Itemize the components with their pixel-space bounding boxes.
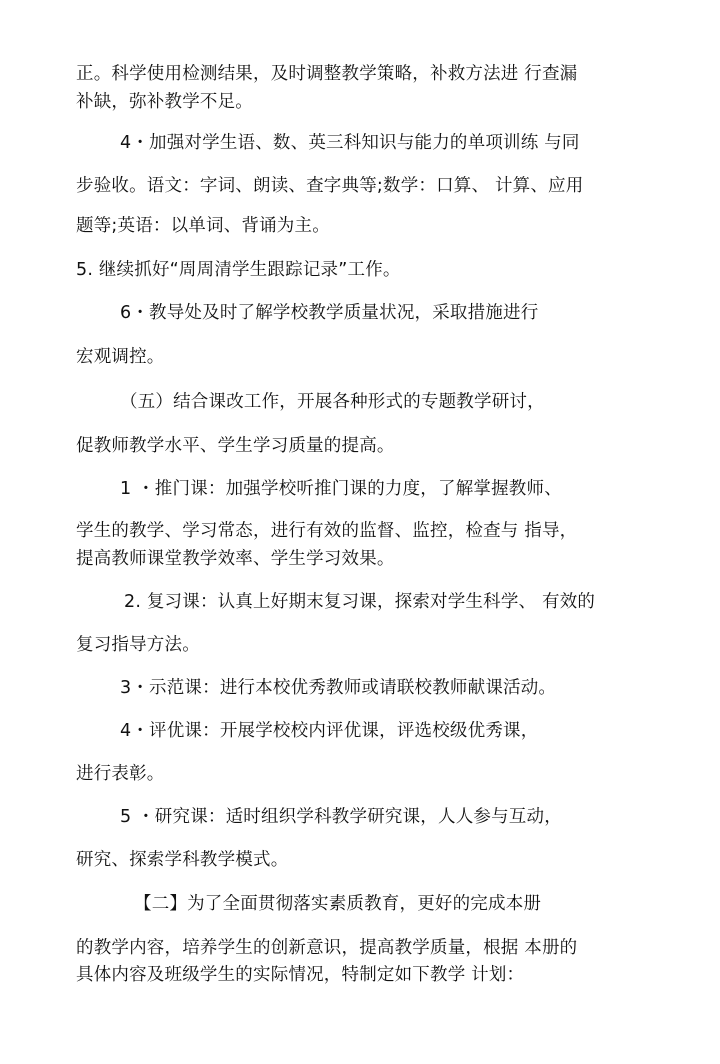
text-line: 具体内容及班级学生的实际情况，特制定如下教学 计划：	[76, 965, 525, 985]
text-line: 提高教师课堂教学效率、学生学习效果。	[76, 549, 395, 569]
text-line: 促教师教学水平、学生学习质量的提高。	[76, 436, 395, 456]
text-line: 6・教导处及时了解学校教学质量状况，采取措施进行	[120, 303, 539, 323]
text-line: 4・评优课：开展学校校内评优课，评选校级优秀课，	[120, 721, 539, 741]
text-line: 正。科学使用检测结果，及时调整教学策略，补救方法进 行查漏	[76, 64, 578, 84]
text-line: 的教学内容，培养学生的创新意识，提高教学质量，根据 本册的	[76, 938, 578, 958]
text-line: 题等;英语：以单词、背诵为主。	[76, 216, 330, 236]
text-line: 研究、探索学科教学模式。	[76, 850, 289, 870]
text-line: 3・示范课：进行本校优秀教师或请联校教师献课活动。	[120, 678, 557, 698]
text-line: 复习指导方法。	[76, 635, 200, 655]
text-line: 【二】为了全面贯彻落实素质教育，更好的完成本册	[134, 894, 542, 914]
text-line: 学生的教学、学习常态，进行有效的监督、监控，检查与 指导，	[76, 521, 578, 541]
text-line: 补缺，弥补教学不足。	[76, 92, 253, 112]
text-line: 5. 继续抓好“周周清学生跟踪记录”工作。	[76, 260, 401, 280]
text-line: 1 ・推门课：加强学校听推门课的力度，了解掌握教师、	[120, 479, 562, 499]
text-line: 宏观调控。	[76, 347, 165, 367]
text-line: （五）结合课改工作，开展各种形式的专题教学研讨，	[120, 392, 545, 412]
text-line: 进行表彰。	[76, 764, 165, 784]
text-line: 4・加强对学生语、数、英三科知识与能力的单项训练 与同	[120, 133, 580, 153]
text-line: 步验收。语文：字词、朗读、查字典等;数学：口算、 计算、应用	[76, 176, 584, 196]
text-line: 5 ・研究课：适时组织学科教学研究课，人人参与互动，	[120, 807, 562, 827]
text-line: 2. 复习课：认真上好期末复习课，探索对学生科学、 有效的	[124, 592, 596, 612]
